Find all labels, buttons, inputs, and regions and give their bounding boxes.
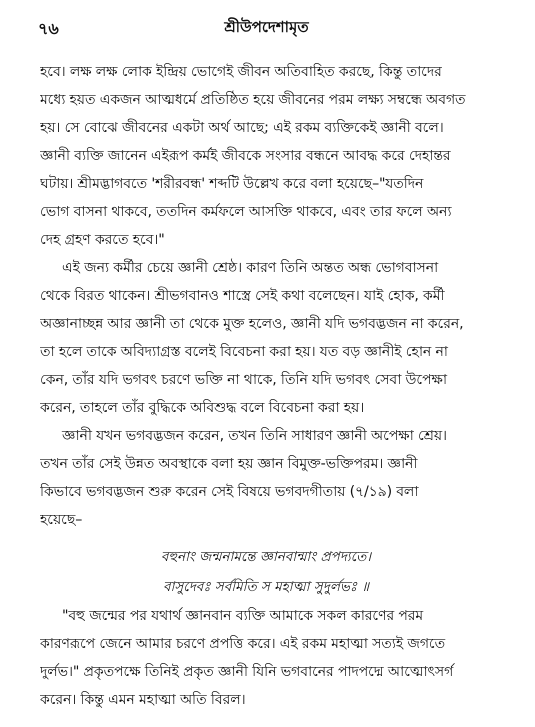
running-title: শ্রীউপদেশামৃত <box>224 18 309 36</box>
text-line: হয়। সে বোঝে জীবনের একটা অর্থ আছে; এই রকম ব্যক্তিকেই জ্ঞানী বলে। <box>40 120 444 136</box>
text-line: কিভাবে ভগবদ্ভজন শুরু করেন সেই বিষয়ে ভগবদগীতায় (৭/১৯) বলা <box>40 484 419 500</box>
text-line: তখন তাঁর সেই উন্নত অবস্থাকে বলা হয় জ্ঞান বিমুক্ত-ভক্তিপরম। জ্ঞানী <box>40 456 418 472</box>
verse-line: বহুনাং জন্মনামন্তে জ্ঞানবান্মাং প্রপদ্যতে। <box>160 549 372 565</box>
text-line: কারণরূপে জেনে আমার চরণে প্রপত্তি করে। এই রকম মহাত্মা সত্যই জগতে <box>40 636 446 652</box>
verse-line: বাসুদেবঃ সর্বমিতি স মহাত্মা সুদুর্লভঃ ॥ <box>162 579 370 595</box>
text-line: মধ্যে হয়ত একজন আত্মধর্মে প্রতিষ্ঠিত হয়ে জীবনের পরম লক্ষ্য সম্বন্ধে অবগত <box>40 92 466 108</box>
text-line: এই জন্য কর্মীর চেয়ে জ্ঞানী শ্রেষ্ঠ। কারণ তিনি অন্তত অন্ধ ভোগবাসনা <box>62 260 439 276</box>
text-line: করেন, তাহলে তাঁর বুদ্ধিকে অবিশুদ্ধ বলে বিবেচনা করা হয়। <box>40 400 365 416</box>
text-line: ভোগ বাসনা থাকবে, ততদিন কর্মফলে আসক্তি থাকবে, এবং তার ফলে অন্য <box>40 204 452 220</box>
text-line: দেহ গ্রহণ করতে হবে।" <box>40 232 165 248</box>
text-line: কেন, তাঁর যদি ভগবৎ চরণে ভক্তি না থাকে, তিনি যদি ভগবৎ সেবা উপেক্ষা <box>40 372 447 388</box>
text-line: থেকে বিরত থাকেন। শ্রীভগবানও শাস্ত্রে সেই কথা বলেছেন। যাই হোক, কর্মী <box>40 288 445 304</box>
page-number: ৭৬ <box>38 19 59 38</box>
text-line: "বহু জন্মের পর যথার্থ জ্ঞানবান ব্যক্তি আমাকে সকল কারণের পরম <box>62 608 424 624</box>
text-line: ঘটায়। শ্রীমদ্ভাগবতে 'শরীরবন্ধ' শব্দটি উল্লেখ করে বলা হয়েছে–"যতদিন <box>40 176 424 192</box>
text-line: তা হলে তাকে অবিদ্যাগ্রস্ত বলেই বিবেচনা করা হয়। যত বড় জ্ঞানীই হোন না <box>40 344 448 360</box>
text-line: জ্ঞানী যখন ভগবদ্ভজন করেন, তখন তিনি সাধারণ জ্ঞানী অপেক্ষা শ্রেয়। <box>62 428 447 444</box>
text-line: অজ্ঞানাচ্ছন্ন আর জ্ঞানী তা থেকে মুক্ত হলেও, জ্ঞানী যদি ভগবদ্ভজন না করেন, <box>40 316 464 332</box>
text-line: করেন। কিন্তু এমন মহাত্মা অতি বিরল। <box>40 692 246 708</box>
text-line: হবে। লক্ষ লক্ষ লোক ইন্দ্রিয় ভোগেই জীবন অতিবাহিত করছে, কিন্তু তাদের <box>40 64 442 80</box>
text-line: জ্ঞানী ব্যক্তি জানেন এইরূপ কর্মই জীবকে সংসার বন্ধনে আবদ্ধ করে দেহান্তর <box>40 148 451 164</box>
page-header <box>38 16 495 38</box>
text-line: দুর্লভ।" প্রকৃতপক্ষে তিনিই প্রকৃত জ্ঞানী যিনি ভগবানের পাদপদ্মে আত্মোৎসর্গ <box>40 664 454 680</box>
text-line: হয়েছে– <box>40 512 83 528</box>
body-text <box>40 58 492 714</box>
